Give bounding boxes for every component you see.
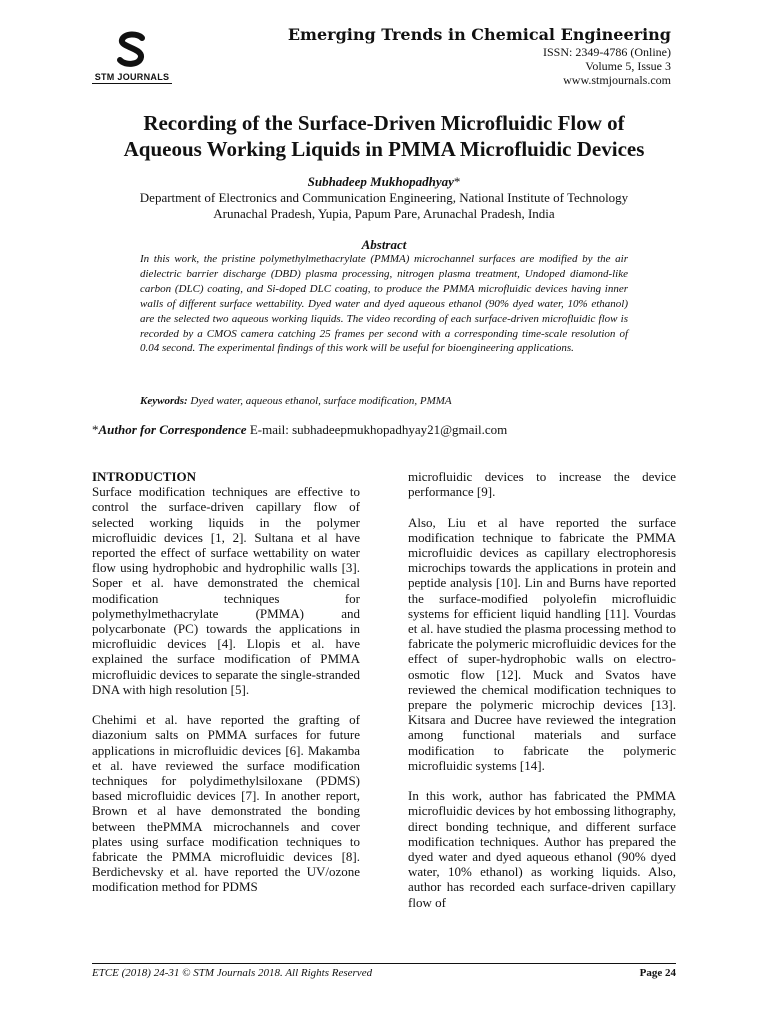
correspondence bbox=[92, 422, 507, 438]
right-column bbox=[408, 469, 676, 925]
body-paragraph: Surface modification techniques are effective to control the surface-driven capillary flow of selected working liquids in the polymer microfluidic devices [1, 2]. Sultana et al have reported the effect of surface wettability on water flow using hydrophobic and hydrophilic walls [3]. Soper et al. have demonstrated the chemical modification techniques for polymethylmethacrylate (PMMA) and polycarbonate (PC) towards the applications in microfluidic devices [4]. Llopis et al. have explained the surface modification of PMMA microfluidic devices to separate the single-stranded DNA with high resolution [5]. bbox=[92, 484, 360, 697]
journal-issn: ISSN: 2349-4786 (Online) bbox=[543, 45, 671, 59]
logo-text: STM JOURNALS bbox=[94, 72, 170, 82]
journal-title: Emerging Trends in Chemical Engineering bbox=[287, 25, 671, 44]
journal-volume: Volume 5, Issue 3 bbox=[585, 59, 671, 73]
correspondence-prefix: * bbox=[92, 422, 99, 437]
affiliation bbox=[0, 190, 768, 222]
footer-citation: ETCE (2018) 24-31 © STM Journals 2018. All Rights Reserved bbox=[92, 967, 373, 979]
page-number: Page 24 bbox=[639, 967, 676, 979]
paper-title-line: Aqueous Working Liquids in PMMA Microfluidic Devices bbox=[123, 137, 645, 161]
paper-title bbox=[60, 110, 708, 162]
author-name: Subhadeep Mukhopadhyay bbox=[307, 174, 454, 189]
author-line bbox=[0, 174, 768, 190]
stm-journals-logo bbox=[92, 30, 172, 90]
abstract-text: In this work, the pristine polymethylmethacrylate (PMMA) microchannel surfaces are modified by the air dielectric barrier discharge (DBD) plasma processing, nitrogen plasma treatment, Undoped diamond-like carbon (DLC) coating, and Si-doped DLC coating, to produce the PMMA microfluidic devices having inner walls of different surface wettability. Dyed water and dyed aqueous ethanol (90% dyed water, 10% ethanol) are the selected two aqueous working liquids. The video recording of each surface-driven microfluidic flow is recorded by a CMOS camera catching 25 frames per second with a corresponding time-scale resolution of 0.04 second. The experimental findings of this work will be useful for bioengineering applications. bbox=[140, 253, 628, 355]
stm-s-logo-icon bbox=[112, 30, 152, 70]
body-paragraph: In this work, author has fabricated the PMMA microfluidic devices by hot embossing lithography, direct bonding technique, and different surface modification techniques. Author has prepared the dyed water and dyed aqueous ethanol (90% dyed water, 10% ethanol) as working liquids. Also, author has recorded each surface-driven capillary flow of bbox=[408, 788, 676, 910]
logo-divider bbox=[92, 83, 172, 84]
keywords-label: Keywords: bbox=[140, 395, 188, 407]
journal-header bbox=[288, 25, 671, 87]
body-paragraph: microfluidic devices to increase the device performance [9]. bbox=[408, 469, 676, 500]
left-column bbox=[92, 469, 360, 910]
footer-divider bbox=[92, 963, 676, 964]
paper-title-line: Recording of the Surface-Driven Microfluidic Flow of bbox=[143, 111, 625, 135]
keywords bbox=[140, 394, 628, 408]
body-paragraph: Also, Liu et al have reported the surface modification technique to fabricate the PMMA microfluidic devices as capillary electrophoresis microchips towards the applications in protein and peptide analysis [10]. Lin and Burns have reported the surface-modified polyolefin microfluidic systems for efficient liquid handling [11]. Vourdas et al. have studied the plasma processing method to fabricate the polymeric microfluidic devices for the effect of super-hydrophobic walls on electro-osmotic flow [12]. Muck and Svatos have reviewed the chemical modification techniques to prepare the polymeric microchip devices [13]. Kitsara and Ducree have reviewed the integration among functional materials and surface modification to fabricate the polymeric microfluidic systems [14]. bbox=[408, 514, 676, 773]
body-paragraph: Chehimi et al. have reported the grafting of diazonium salts on PMMA surfaces for future applications in microfluidic devices [6]. Makamba et al. have reviewed the surface modification techniques for polydimethylsiloxane (PDMS) based microfluidic devices [7]. In another report, Brown et al have demonstrated the bonding between thePMMA microchannels and cover plates using surface modification techniques to fabricate the PMMA microfluidic devices [8]. Berdichevsky et al. have reported the UV/ozone modification method for PDMS bbox=[92, 712, 360, 895]
keywords-text: Dyed water, aqueous ethanol, surface modification, PMMA bbox=[187, 395, 452, 407]
author-mark: * bbox=[453, 174, 461, 189]
abstract-heading: Abstract bbox=[361, 237, 407, 252]
section-heading-introduction: INTRODUCTION bbox=[92, 469, 197, 484]
affiliation-line: Arunachal Pradesh, Yupia, Papum Pare, Arunachal Pradesh, India bbox=[213, 206, 555, 221]
affiliation-line: Department of Electronics and Communication Engineering, National Institute of Technology bbox=[139, 190, 629, 205]
journal-website[interactable]: www.stmjournals.com bbox=[563, 73, 671, 87]
correspondence-label: Author for Correspondence bbox=[98, 422, 247, 437]
correspondence-email[interactable]: E-mail: subhadeepmukhopadhyay21@gmail.com bbox=[246, 422, 508, 437]
